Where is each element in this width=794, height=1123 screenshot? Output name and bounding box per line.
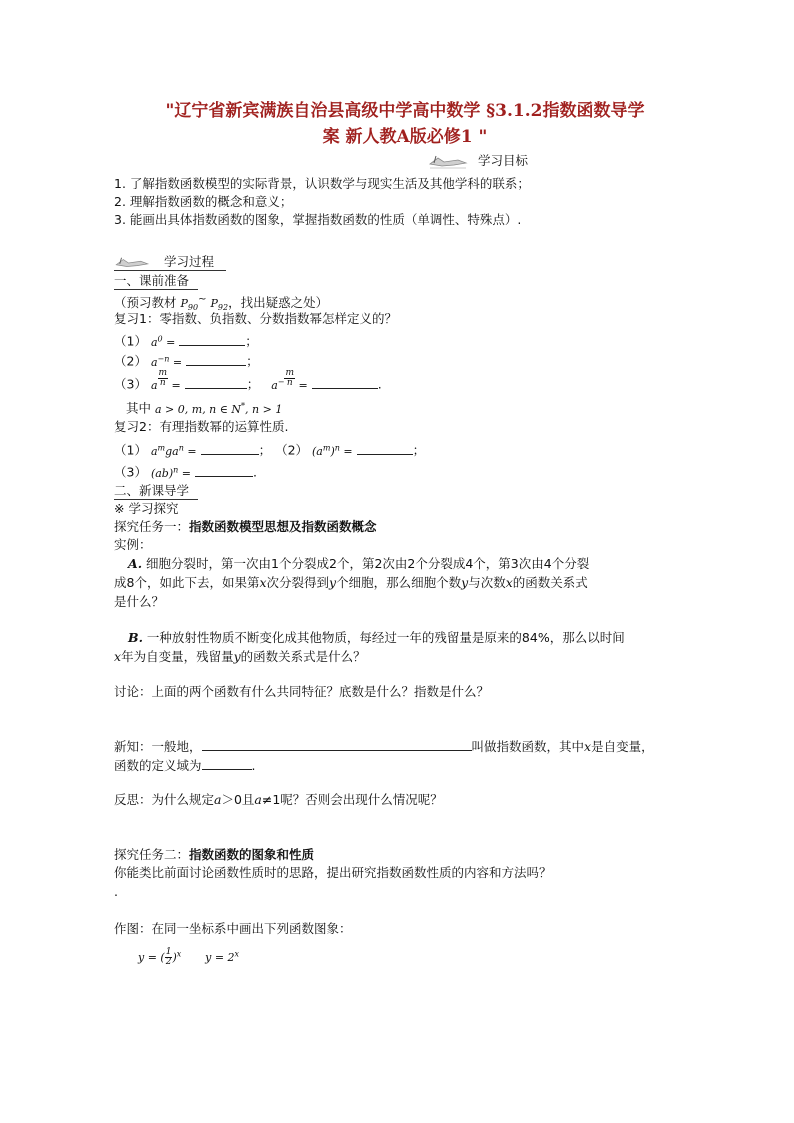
punct: ；: [246, 376, 260, 392]
base: (ab): [150, 466, 174, 480]
condition-line: [126, 398, 282, 418]
math-expr: [151, 467, 191, 480]
base: (a: [312, 444, 323, 458]
equals: =: [172, 355, 183, 369]
item-label: （2）: [275, 442, 309, 458]
exponent: 0: [157, 334, 163, 343]
page-ref-end: [210, 297, 229, 313]
example-label: A.: [128, 556, 143, 571]
dot-operator: g: [165, 444, 173, 458]
text: ≠1呢？否则会出现什么情况呢？: [261, 792, 443, 807]
text: ＞0且: [221, 792, 255, 807]
exponent: n: [178, 443, 184, 452]
base: a: [150, 378, 158, 392]
exponent: −n: [157, 354, 170, 363]
task-prefix: 探究任务一：: [114, 519, 190, 534]
item-label: （1）: [114, 442, 147, 458]
explore-heading: ※ 学习探究: [114, 501, 179, 516]
goals-heading-text: 学习目标: [477, 153, 528, 168]
example-text: 成8个，如此下去，如果第: [114, 575, 260, 590]
text: 新知：一般地，: [114, 739, 202, 754]
equals: =: [171, 378, 181, 392]
paren: ): [172, 950, 177, 964]
item-label: （3）: [114, 464, 147, 480]
blank-answer[interactable]: [357, 442, 413, 455]
task1-heading: [114, 519, 377, 535]
math-expr: [151, 356, 182, 369]
blank-answer[interactable]: [202, 738, 472, 751]
page-ref-num: 92: [217, 303, 229, 313]
document-title-line-2: 案 新人教A版必修1 ": [322, 127, 488, 147]
example-label: B.: [128, 630, 143, 645]
punct: ；: [245, 333, 258, 349]
blank-answer[interactable]: [312, 376, 378, 389]
function-half-x: [138, 947, 182, 968]
item-label: （3）: [114, 376, 147, 392]
math-expr: [271, 368, 308, 392]
var-x: x: [114, 649, 122, 664]
equals: =: [343, 444, 353, 458]
expr: y = 2: [205, 950, 235, 964]
preview-end: ，找出疑惑之处）: [228, 295, 329, 311]
review1-item-1: [114, 331, 258, 351]
equals: =: [181, 466, 191, 480]
example-text: 年为自变量，残留量: [121, 649, 234, 664]
expr: y = (: [138, 950, 165, 964]
example-text: 与次数: [468, 575, 506, 590]
example-a-line-1: [128, 556, 589, 572]
example-text: 的函数关系式是什么？: [240, 649, 366, 664]
denominator: n: [286, 378, 293, 389]
denominator: 2: [165, 957, 172, 968]
base: a: [271, 378, 278, 392]
fraction-exponent: [158, 369, 169, 388]
task-prefix: 探究任务二：: [114, 847, 190, 862]
text: 叫做指数函数，其中: [471, 739, 585, 754]
task-title: 指数函数模型思想及指数函数概念: [189, 519, 377, 534]
goal-item-1: 1. 了解指数函数模型的实际背景，认识数学与现实生活及其他学科的联系；: [114, 176, 530, 191]
task-title: 指数函数的图象和性质: [189, 847, 315, 862]
process-heading-text: 学习过程: [163, 254, 214, 269]
document-title-line-1: "辽宁省新宾满族自治县高级中学高中数学 §3.1.2指数函数导学: [165, 101, 645, 121]
base: a: [172, 444, 179, 458]
example-b-line-1: [128, 630, 625, 646]
functions-to-draw: [138, 946, 239, 972]
star: *: [241, 401, 246, 410]
divider: [114, 499, 198, 500]
new-knowledge-line-2: [114, 757, 256, 774]
base: a: [150, 444, 158, 458]
punct: ；: [258, 442, 272, 458]
discussion: 讨论：上面的两个函数有什么共同特征？底数是什么？指数是什么？: [114, 684, 490, 699]
new-knowledge-line-1: [114, 738, 654, 755]
review2: 复习2：有理指数幂的运算性质.: [114, 419, 289, 434]
divider: [114, 270, 226, 271]
numerator: m: [285, 368, 294, 379]
text: 函数的定义域为: [114, 758, 202, 773]
process-heading: [114, 252, 226, 270]
math-expr: [150, 368, 181, 392]
review1: 复习1：零指数、负指数、分数指数幂怎样定义的？: [114, 311, 397, 326]
punct: ；: [246, 353, 259, 369]
var-y: y: [329, 575, 337, 590]
paren: ): [330, 444, 335, 458]
blank-answer[interactable]: [201, 442, 259, 455]
exponent: m: [157, 443, 166, 452]
example-text: 一种放射性物质不断变化成其他物质，每经过一年的残留量是原来的84%，那么以时间: [146, 630, 625, 645]
preview-text: （预习教材: [114, 295, 177, 311]
math-expr: [312, 445, 353, 458]
exponent: x: [234, 949, 240, 958]
fraction-exponent: [284, 369, 295, 388]
bird-icon: [114, 256, 150, 270]
base: a: [150, 355, 158, 369]
var-x: x: [584, 739, 592, 754]
tilde: ~: [198, 294, 207, 305]
numerator: 1: [165, 947, 172, 958]
dot-mark: .: [114, 884, 118, 899]
math-expr: [151, 445, 197, 458]
text: 反思：为什么规定: [114, 792, 215, 807]
review2-item-3: [114, 462, 257, 482]
var-a: a: [214, 792, 222, 807]
item-label: （2）: [114, 353, 147, 369]
example-text: 细胞分裂时，第一次由1个分裂成2个，第2次由2个分裂成4个，第3次由4个分裂: [146, 556, 590, 571]
equals: =: [298, 378, 308, 392]
denominator: n: [159, 378, 166, 389]
example-text: 个细胞，那么细胞个数: [336, 575, 462, 590]
condition-prefix: 其中: [126, 400, 152, 416]
item-label: （1）: [114, 333, 147, 349]
review2-items-1-2: [114, 440, 425, 460]
blank-answer[interactable]: [186, 353, 246, 366]
page-ref-p: P: [210, 297, 218, 311]
draw-instruction: 作图：在同一坐标系中画出下列函数图象：: [114, 921, 352, 936]
part2-heading: 二、新课导学: [114, 483, 190, 498]
review1-item-2: [114, 351, 259, 371]
exponent: n: [173, 465, 179, 474]
equals: =: [166, 335, 176, 349]
minus: −: [277, 377, 285, 386]
math-expr: [151, 336, 175, 349]
bird-icon: [428, 154, 468, 170]
var-x: x: [505, 575, 513, 590]
var-y: y: [233, 649, 241, 664]
example-a-line-2: [114, 575, 588, 591]
var-y: y: [461, 575, 469, 590]
task2-heading: [114, 847, 314, 863]
var-a: a: [254, 792, 262, 807]
exponent: x: [176, 949, 182, 958]
page-ref-num: 90: [187, 303, 199, 313]
text: 是自变量，: [591, 739, 654, 754]
task2-question: 你能类比前面讨论函数性质时的思路，提出研究指数函数性质的内容和方法吗？: [114, 865, 552, 880]
blank-answer[interactable]: [185, 376, 247, 389]
condition-tail: , n > 1: [245, 402, 283, 416]
punct: .: [377, 376, 382, 392]
example-text: 的函数关系式: [512, 575, 588, 590]
base: a: [150, 335, 158, 349]
goal-item-2: 2. 理解指数函数的概念和意义；: [114, 194, 293, 209]
page-ref-start: [180, 297, 199, 313]
goals-heading: [428, 151, 528, 170]
review1-item-3: [114, 368, 382, 394]
page-ref-p: P: [180, 297, 188, 311]
exponent: n: [334, 443, 340, 452]
blank-answer[interactable]: [179, 333, 245, 346]
blank-answer[interactable]: [202, 757, 252, 770]
example-b-line-2: [114, 649, 366, 665]
var-x: x: [259, 575, 267, 590]
blank-answer[interactable]: [195, 464, 253, 477]
divider: [114, 289, 198, 290]
part1-heading: 一、课前准备: [114, 273, 190, 288]
reflection: [114, 792, 443, 808]
goal-item-3: 3. 能画出具体指数函数的图象，掌握指数函数的性质（单调性、特殊点）.: [114, 212, 522, 227]
numerator: m: [158, 368, 168, 379]
punct: .: [252, 464, 257, 480]
punct: .: [251, 758, 256, 773]
examples-label: 实例：: [114, 537, 152, 552]
equals: =: [187, 444, 197, 458]
condition-expr: a > 0, m, n ∈ N: [155, 402, 242, 416]
example-a-line-3: 是什么？: [114, 594, 165, 609]
punct: ；: [412, 442, 426, 458]
example-text: 次分裂得到: [266, 575, 330, 590]
exponent: m: [322, 443, 331, 452]
function-two-x: [205, 951, 239, 964]
condition-math: [155, 403, 282, 416]
